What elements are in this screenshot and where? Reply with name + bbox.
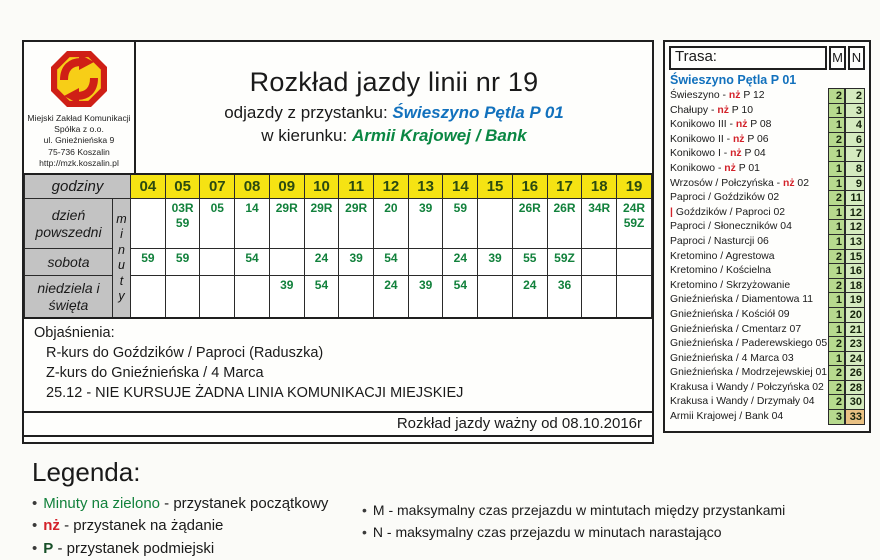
time-cell (478, 276, 513, 318)
time-value: 39 (418, 201, 433, 216)
legend-term: N (372, 523, 384, 540)
m-value-cell: 3 (828, 409, 845, 425)
m-value-cell: 2 (828, 249, 845, 265)
stop-name-text: Wrzosów / Połczyńska - (670, 177, 783, 189)
stop-name-suffix: P 06 (744, 133, 769, 145)
time-cell (408, 199, 443, 249)
hour-header-cell: 05 (165, 174, 200, 199)
time-cell (547, 249, 582, 276)
time-cell (269, 249, 304, 276)
hour-header-cell: 09 (269, 174, 304, 199)
hour-header-cell: 08 (235, 174, 270, 199)
minutes-vertical-label (113, 199, 131, 318)
time-cell (374, 199, 409, 249)
stop-name-text: Gnieźnieńska / Paderewskiego 05 (670, 338, 828, 350)
agency-address-line: ul. Gnieźnieńska 9 (43, 135, 115, 146)
n-value-cell: 6 (845, 132, 865, 148)
route-stop-row (669, 220, 865, 235)
time-value: 36 (557, 278, 572, 293)
stop-name-text: Konikowo II - (670, 133, 733, 145)
n-value-cell: 4 (845, 117, 865, 133)
time-value: 26R (553, 201, 576, 216)
route-header (669, 46, 865, 70)
time-value: 39 (280, 278, 294, 293)
time-value: 03R (171, 201, 194, 216)
request-stop-mark: nż (782, 177, 795, 189)
route-panel (663, 40, 871, 433)
time-cell (582, 249, 617, 276)
day-label: niedziela i święta (25, 276, 113, 318)
departures-table (24, 173, 652, 319)
n-value-cell: 16 (845, 263, 865, 279)
legend-term: Minuty na zielono (43, 494, 160, 512)
time-cell (582, 199, 617, 249)
agency-address (27, 113, 131, 169)
stop-name-suffix: P 04 (741, 148, 766, 160)
m-value-cell: 2 (828, 278, 845, 294)
time-cell (478, 199, 513, 249)
stop-name-text: Paproci / Słoneczników 04 (670, 221, 792, 233)
route-stop-row (669, 395, 865, 410)
hour-header-cell: 13 (408, 174, 443, 199)
time-value: 29R (275, 201, 298, 216)
direction-prefix: w kierunku: (261, 125, 352, 145)
stop-name (669, 366, 828, 381)
hour-header-cell: 16 (512, 174, 547, 199)
time-cell (269, 199, 304, 249)
stop-name (669, 264, 828, 279)
n-value-cell: 11 (845, 190, 865, 206)
time-cell (165, 276, 200, 318)
legend-right-list (362, 493, 785, 560)
direction-stop: Armii Krajowej / Bank (351, 125, 527, 145)
route-stop-row (669, 308, 865, 323)
bullet-icon: • (32, 517, 38, 535)
route-title: Trasa: (669, 46, 827, 70)
stop-name-text: Gnieźnieńska / Diamentowa 11 (670, 294, 814, 306)
mzk-octagon-arrows-logo-icon (49, 49, 109, 109)
route-stop-row (669, 104, 865, 119)
stop-name-text: Kretomino / Kościelna (670, 265, 772, 277)
legend-item (362, 500, 785, 522)
stop-name-suffix: P 08 (747, 119, 772, 131)
departure-line (142, 102, 646, 125)
n-value-cell: 15 (845, 249, 865, 265)
day-label: dzień powszedni (25, 199, 113, 249)
stop-name-suffix: P 12 (740, 90, 765, 101)
legend-term: P (43, 539, 54, 557)
time-value: 59 (453, 201, 468, 216)
time-cell (408, 276, 443, 318)
time-cell (512, 249, 547, 276)
m-value-cell: 2 (828, 336, 845, 352)
route-stop-row (669, 162, 865, 177)
hour-header-cell: 12 (374, 174, 409, 199)
minutes-letter: i (120, 227, 123, 242)
note-line: 25.12 - NIE KURSUJE ŻADNA LINIA KOMUNIKACJI MIEJSKIEJ (46, 384, 464, 401)
time-cell (478, 249, 513, 276)
n-value-cell: 26 (845, 365, 865, 381)
stop-name-suffix: P 10 (728, 104, 753, 116)
hour-header-cell: 14 (443, 174, 478, 199)
time-value: 24 (523, 278, 537, 293)
n-value-cell: 8 (845, 161, 865, 177)
hour-header-cell: 17 (547, 174, 582, 199)
time-value: 55 (523, 251, 537, 266)
request-stop-mark: nż (730, 148, 742, 160)
route-stop-row (669, 293, 865, 308)
route-start-stop: Świeszyno Pętla P 01 (670, 73, 797, 87)
n-value-cell: 13 (845, 234, 865, 250)
m-value-cell: 1 (828, 161, 845, 177)
m-value-cell: 2 (828, 132, 845, 148)
route-stop-row (669, 206, 865, 221)
time-value: 14 (245, 201, 259, 216)
m-value-cell: 2 (828, 365, 845, 381)
hour-header-cell: 18 (582, 174, 617, 199)
time-cell (617, 276, 652, 318)
route-stop-row (669, 410, 865, 425)
route-stop-row (669, 191, 865, 206)
n-value-cell: 30 (845, 394, 865, 410)
time-cell (304, 199, 339, 249)
stop-name-text: Chałupy - (670, 104, 718, 116)
stop-name-text: Paproci / Nasturcji 06 (670, 235, 769, 247)
route-stop-row (669, 118, 865, 133)
route-stop-row (669, 235, 865, 250)
legend-desc: - przystanek podmiejski (53, 539, 215, 557)
n-value-cell: 21 (845, 322, 865, 338)
route-stop-row (669, 177, 865, 192)
time-cell (374, 276, 409, 318)
route-stop-row (669, 133, 865, 148)
request-stop-mark: nż (728, 90, 741, 101)
time-value: 59Z (623, 216, 645, 231)
m-value-cell: 1 (828, 322, 845, 338)
stop-name (669, 206, 828, 221)
m-value-cell: 1 (828, 205, 845, 221)
m-value-cell: 2 (828, 190, 845, 206)
route-stop-row (669, 279, 865, 294)
time-value: 39 (418, 278, 433, 293)
n-value-cell: 28 (845, 380, 865, 396)
stop-name-text: Świeszyno - (670, 90, 729, 101)
stop-name (669, 118, 828, 133)
agency-logo-box (24, 42, 136, 173)
legend-term: nż (43, 517, 60, 535)
time-value: 54 (245, 251, 259, 266)
legend-desc: - przystanek początkowy (160, 494, 329, 512)
time-value: 59 (175, 216, 190, 231)
time-value: 39 (349, 251, 363, 266)
request-stop-mark: nż (724, 162, 736, 174)
n-value-cell: 9 (845, 176, 865, 192)
stop-name (669, 293, 828, 308)
agency-address-line: Spółka z o.o. (54, 124, 104, 135)
time-cell (165, 199, 200, 249)
time-cell (617, 249, 652, 276)
legend-item (362, 522, 785, 544)
timetable-card (22, 40, 654, 444)
stop-name-text: Kretomino / Skrzyżowanie (670, 279, 791, 291)
minutes-letter: u (118, 258, 125, 273)
request-stop-mark: nż (735, 119, 748, 131)
stop-name-text: Krakusa i Wandy / Drzymały 04 (670, 396, 815, 408)
notes-lines (34, 343, 642, 403)
card-header (24, 42, 652, 173)
time-value: 24 (384, 278, 398, 293)
hour-header-cell: 04 (131, 174, 166, 199)
n-value-cell: 23 (845, 336, 865, 352)
minutes-letter: m (116, 211, 127, 226)
route-stop-row (669, 264, 865, 279)
legend-item (32, 538, 362, 560)
time-cell (200, 249, 235, 276)
time-value: 59Z (554, 251, 575, 266)
route-stop-row (669, 250, 865, 265)
time-value: 29R (310, 201, 333, 216)
validity-note: Rozkład jazdy ważny od 08.10.2016r (24, 411, 652, 437)
column-n-header: N (848, 46, 865, 70)
stop-name (669, 337, 828, 352)
stop-name (669, 220, 828, 235)
stop-name-text: Gnieźnieńska / Cmentarz 07 (670, 323, 802, 335)
time-cell (235, 249, 270, 276)
departure-stop: Świeszyno Pętla P 01 (392, 102, 564, 122)
time-cell (269, 276, 304, 318)
stop-name-text: Gnieźnieńska / Kościół 09 (670, 308, 790, 320)
m-value-cell: 1 (828, 234, 845, 250)
time-value: 59 (141, 251, 155, 266)
n-value-cell: 12 (845, 219, 865, 235)
m-value-cell: 1 (828, 263, 845, 279)
minutes-letter: t (119, 273, 124, 288)
hour-header-cell: 11 (339, 174, 374, 199)
note-line: R-kurs do Goździków / Paproci (Raduszka) (46, 344, 324, 361)
stop-name-text: Gnieźnieńska / Modrzejewskiej 01 (670, 367, 828, 379)
day-row (25, 199, 652, 249)
time-cell (339, 249, 374, 276)
day-label: sobota (25, 249, 113, 276)
m-value-cell: 1 (828, 292, 845, 308)
route-stop-row (669, 366, 865, 381)
time-cell (235, 276, 270, 318)
stop-name (669, 352, 828, 367)
time-cell (547, 276, 582, 318)
time-value: 34R (588, 201, 611, 216)
direction-line (142, 125, 646, 148)
stop-name (669, 162, 828, 177)
request-stop-mark: nż (717, 104, 729, 116)
m-value-cell: 1 (828, 176, 845, 192)
time-value: 54 (453, 278, 468, 293)
stop-name (669, 104, 828, 119)
time-cell (165, 249, 200, 276)
time-value: 24 (314, 251, 329, 266)
n-value-cell: 2 (845, 88, 865, 104)
legend-item (32, 493, 362, 516)
time-value: 59 (175, 251, 190, 266)
request-stop-mark: nż (732, 133, 745, 145)
route-stop-row (669, 381, 865, 396)
bullet-icon: • (32, 494, 38, 512)
time-cell (235, 199, 270, 249)
notes-box (24, 319, 652, 411)
stop-name (669, 177, 828, 192)
bullet-icon: • (362, 501, 367, 518)
n-value-cell: 18 (845, 278, 865, 294)
legend-desc: - maksymalny czas przejazdu w minutach narastająco (383, 523, 722, 540)
time-value: 24R (623, 201, 646, 216)
time-cell (408, 249, 443, 276)
stop-name-text: Krakusa i Wandy / Połczyńska 02 (670, 381, 824, 393)
time-cell (582, 276, 617, 318)
stop-name-text: Gnieźnieńska / 4 Marca 03 (670, 352, 794, 364)
time-cell (131, 249, 166, 276)
time-cell (131, 199, 166, 249)
stop-name (669, 381, 828, 396)
n-value-cell: 3 (845, 103, 865, 119)
stop-name-text: Paproci / Goździków 02 (670, 192, 780, 204)
stop-name (669, 250, 828, 265)
agency-address-line: http://mzk.koszalin.pl (39, 157, 119, 168)
main-row (22, 40, 872, 444)
time-value: 05 (210, 201, 224, 216)
m-value-cell: 1 (828, 146, 845, 162)
stop-name (669, 395, 828, 410)
time-value: 24 (453, 251, 468, 266)
minutes-letter: y (118, 289, 125, 304)
stop-name-text: Goździków / Paproci 02 (675, 206, 786, 218)
legend-columns (32, 493, 872, 560)
m-value-cell: 2 (828, 88, 845, 104)
time-value: 20 (384, 201, 398, 216)
time-value: 54 (314, 278, 329, 293)
time-cell (443, 276, 478, 318)
stop-name (669, 323, 828, 338)
note-line: Z-kurs do Gnieźnieńska / 4 Marca (46, 364, 264, 381)
time-cell (512, 199, 547, 249)
stop-name-suffix: P 01 (735, 162, 760, 174)
agency-address-line: Miejski Zakład Komunikacji (27, 113, 131, 123)
time-cell (374, 249, 409, 276)
time-cell (443, 249, 478, 276)
m-value-cell: 2 (828, 380, 845, 396)
hour-header-cell: 10 (304, 174, 339, 199)
time-cell (339, 276, 374, 318)
legend-desc: - maksymalny czas przejazdu w mintutach między przystankami (384, 501, 786, 518)
stop-name-suffix: 02 (794, 177, 809, 189)
route-stop-row (669, 323, 865, 338)
titles (136, 42, 652, 173)
hours-row (25, 174, 652, 199)
stop-name (669, 191, 828, 206)
time-cell (443, 199, 478, 249)
n-value-cell: 19 (845, 292, 865, 308)
legend-term: M (372, 501, 385, 518)
notes-title: Objaśnienia: (34, 324, 115, 341)
stop-name (669, 147, 828, 162)
departure-prefix: odjazdy z przystanku: (224, 102, 393, 122)
n-value-cell: 24 (845, 351, 865, 367)
time-cell (617, 199, 652, 249)
n-value-cell: 33 (845, 409, 865, 425)
route-stop-row (669, 337, 865, 352)
time-value: 39 (488, 251, 502, 266)
legend-left-list (32, 493, 362, 560)
m-value-cell: 1 (828, 103, 845, 119)
route-stop-row (669, 89, 865, 104)
bullet-icon: • (32, 539, 38, 557)
stop-name (669, 410, 828, 425)
bullet-icon: • (362, 523, 367, 540)
time-cell (304, 249, 339, 276)
stop-name-text: Konikowo III - (670, 119, 736, 131)
route-stop-row (669, 352, 865, 367)
stop-name (669, 235, 828, 250)
n-value-cell: 12 (845, 205, 865, 221)
stop-name (669, 133, 828, 148)
hour-header-cell: 07 (200, 174, 235, 199)
hours-label: godziny (25, 174, 131, 199)
time-cell (339, 199, 374, 249)
legend-item (32, 515, 362, 538)
time-value: 29R (345, 201, 368, 216)
stop-name-text: Armii Krajowej / Bank 04 (670, 411, 784, 423)
n-value-cell: 20 (845, 307, 865, 323)
stop-name (669, 279, 828, 294)
m-value-cell: 1 (828, 117, 845, 133)
time-cell (131, 276, 166, 318)
stop-name-text: Konikowo - (670, 162, 725, 174)
m-value-cell: 1 (828, 307, 845, 323)
column-m-header: M (829, 46, 846, 70)
page-title: Rozkład jazdy linii nr 19 (249, 66, 539, 97)
m-value-cell: 2 (828, 394, 845, 410)
time-value: 26R (518, 201, 541, 216)
m-value-cell: 1 (828, 351, 845, 367)
n-value-cell: 7 (845, 146, 865, 162)
legend-title: Legenda: (32, 456, 141, 487)
time-cell (304, 276, 339, 318)
m-value-cell: 1 (828, 219, 845, 235)
stop-name-text: Kretomino / Agrestowa (670, 250, 775, 262)
route-stop-list (669, 89, 865, 425)
stop-name (669, 89, 828, 104)
legend-desc: - przystanek na żądanie (59, 517, 224, 535)
time-value: 54 (384, 251, 398, 266)
agency-address-line: 75-736 Koszalin (48, 146, 110, 157)
route-stop-row (669, 147, 865, 162)
stop-name-text: Konikowo I - (670, 148, 731, 160)
time-cell (547, 199, 582, 249)
time-cell (200, 199, 235, 249)
stop-name (669, 308, 828, 323)
legend (22, 457, 872, 560)
time-cell (512, 276, 547, 318)
time-cell (200, 276, 235, 318)
hour-header-cell: 19 (617, 174, 652, 199)
minutes-letter: n (118, 242, 125, 257)
hour-header-cell: 15 (478, 174, 513, 199)
red-bar-mark: | (670, 206, 673, 218)
